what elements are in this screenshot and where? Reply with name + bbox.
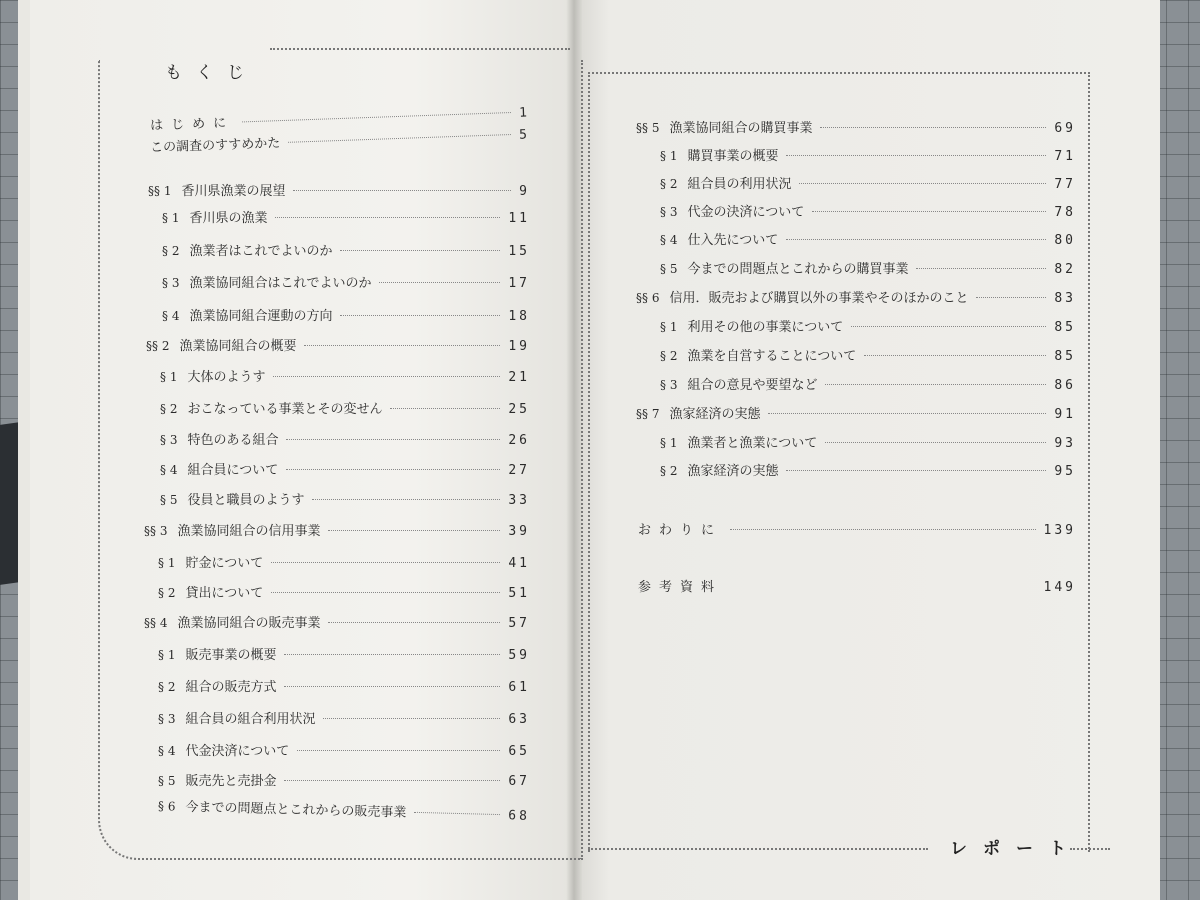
leader-dots bbox=[284, 686, 500, 687]
toc-entry-title: 組合の意見や要望など bbox=[687, 378, 818, 393]
toc-entry bbox=[158, 644, 530, 663]
toc-entry bbox=[660, 145, 1076, 164]
toc-entry-title: 仕入先について bbox=[687, 233, 779, 248]
leader-dots bbox=[799, 183, 1046, 184]
toc-entry bbox=[160, 489, 530, 508]
toc-entry-page: 149 bbox=[1043, 580, 1076, 595]
right-frame-bottom-line bbox=[588, 848, 928, 850]
toc-entry-page: 19 bbox=[508, 339, 530, 354]
toc-entry-page: 27 bbox=[508, 463, 530, 478]
toc-entry bbox=[158, 582, 530, 601]
toc-entry-number: § 1 bbox=[162, 211, 180, 225]
toc-entry bbox=[636, 287, 1076, 306]
toc-entry-page: 61 bbox=[508, 680, 530, 695]
leader-dots bbox=[293, 190, 511, 191]
toc-entry-title: おこなっている事業とその変せん bbox=[187, 402, 383, 417]
toc-entry bbox=[160, 398, 530, 417]
toc-entry-number: §§ 4 bbox=[144, 616, 168, 630]
toc-entry-number: §§ 2 bbox=[146, 339, 170, 353]
leader-dots bbox=[284, 654, 500, 655]
left-frame-top-line bbox=[270, 48, 570, 50]
toc-entry-page: 51 bbox=[508, 586, 530, 601]
toc-entry-number: §§ 7 bbox=[636, 407, 660, 421]
leader-dots bbox=[825, 442, 1046, 443]
toc-entry-number: § 3 bbox=[660, 205, 678, 219]
toc-entry-number: § 3 bbox=[158, 712, 176, 726]
toc-entry bbox=[160, 366, 530, 385]
toc-entry-page: 11 bbox=[508, 211, 530, 226]
toc-entry-number: § 2 bbox=[162, 244, 180, 258]
toc-entry-page: 83 bbox=[1054, 291, 1076, 306]
toc-entry bbox=[144, 520, 530, 539]
leader-dots bbox=[271, 562, 500, 563]
leader-dots bbox=[390, 408, 500, 409]
leader-dots bbox=[812, 211, 1046, 212]
toc-entry-number: §§ 1 bbox=[148, 184, 172, 198]
leader-dots bbox=[730, 586, 1036, 587]
leader-dots bbox=[414, 812, 500, 815]
toc-entry bbox=[636, 117, 1076, 136]
toc-entry bbox=[158, 552, 530, 571]
footer-label: レポート bbox=[950, 839, 1082, 859]
toc-entry-title: 漁業協同組合はこれでよいのか bbox=[189, 276, 372, 291]
toc-entry-page: 67 bbox=[508, 774, 530, 789]
toc-entry-page: 65 bbox=[508, 744, 530, 759]
toc-entry-title: 漁業協同組合の購買事業 bbox=[669, 121, 813, 136]
toc-entry bbox=[660, 345, 1076, 364]
toc-entry-title: 漁業協同組合の販売事業 bbox=[177, 616, 321, 631]
toc-entry bbox=[162, 240, 530, 259]
toc-entry-title: 販売事業の概要 bbox=[185, 648, 277, 663]
toc-entry-title: 漁家経済の実態 bbox=[687, 464, 779, 479]
toc-entry-page: 9 bbox=[519, 184, 530, 199]
toc-entry-page: 85 bbox=[1054, 349, 1076, 364]
toc-entry-title: 組合員について bbox=[187, 463, 279, 478]
toc-entry-number: § 1 bbox=[660, 436, 678, 450]
toc-entry-title: 漁業を自営することについて bbox=[687, 349, 857, 364]
leader-dots bbox=[820, 127, 1046, 128]
toc-entry-title: 組合の販売方式 bbox=[185, 680, 277, 695]
toc-entry-title: 漁業者はこれでよいのか bbox=[189, 244, 333, 259]
toc-entry-number: § 1 bbox=[158, 648, 176, 662]
toc-entry-number: §§ 6 bbox=[636, 291, 660, 305]
toc-entry-title: 特色のある組合 bbox=[187, 433, 279, 448]
toc-entry-number: § 3 bbox=[160, 433, 178, 447]
toc-entry-number: §§ 3 bbox=[144, 524, 168, 538]
toc-entry-number: § 2 bbox=[158, 680, 176, 694]
leader-dots bbox=[284, 780, 500, 781]
toc-entry-page: 33 bbox=[508, 493, 530, 508]
toc-entry-title: 香川県漁業の展望 bbox=[181, 184, 286, 199]
toc-entry-title: 香川県の漁業 bbox=[189, 211, 268, 226]
toc-entry bbox=[146, 335, 530, 354]
toc-entry-page: 91 bbox=[1054, 407, 1076, 422]
toc-entry-page: 69 bbox=[1054, 121, 1076, 136]
leader-dots bbox=[340, 315, 500, 316]
toc-entry bbox=[660, 460, 1076, 479]
toc-entry-page: 82 bbox=[1054, 262, 1076, 277]
toc-entry-page: 63 bbox=[508, 712, 530, 727]
toc-entry-number: § 6 bbox=[157, 799, 176, 814]
toc-entry-page: 85 bbox=[1054, 320, 1076, 335]
toc-entry-number: § 3 bbox=[660, 378, 678, 392]
leader-dots bbox=[288, 134, 511, 143]
toc-entry bbox=[638, 519, 1076, 538]
toc-entry bbox=[162, 207, 530, 226]
toc-entry-page: 26 bbox=[508, 433, 530, 448]
toc-entry-number: § 4 bbox=[660, 233, 678, 247]
leader-dots bbox=[328, 530, 500, 531]
leader-dots bbox=[976, 297, 1046, 298]
toc-entry bbox=[660, 173, 1076, 192]
toc-entry-number: § 2 bbox=[660, 349, 678, 363]
leader-dots bbox=[786, 155, 1046, 156]
toc-entry-title: 漁家経済の実態 bbox=[669, 407, 761, 422]
leader-dots bbox=[864, 355, 1046, 356]
leader-dots bbox=[768, 413, 1046, 414]
toc-entry bbox=[158, 676, 530, 695]
leader-dots bbox=[286, 439, 500, 440]
toc-entry bbox=[636, 403, 1076, 422]
leader-dots bbox=[730, 529, 1036, 530]
toc-entry-number: § 1 bbox=[660, 320, 678, 334]
leader-dots bbox=[304, 345, 500, 346]
toc-entry-page: 18 bbox=[508, 309, 530, 324]
toc-entry-number: § 1 bbox=[660, 149, 678, 163]
toc-entry-page: 59 bbox=[508, 648, 530, 663]
toc-entry-title: はじめに bbox=[149, 115, 235, 134]
leader-dots bbox=[825, 384, 1046, 385]
leader-dots bbox=[312, 499, 500, 500]
leader-dots bbox=[340, 250, 500, 251]
toc-entry bbox=[160, 429, 530, 448]
leader-dots bbox=[242, 112, 511, 122]
toc-entry-number: § 3 bbox=[162, 276, 180, 290]
toc-entry-number: § 5 bbox=[160, 493, 178, 507]
toc-entry-title: 今までの問題点とこれからの販売事業 bbox=[185, 799, 407, 821]
toc-entry-number: § 5 bbox=[660, 262, 678, 276]
leader-dots bbox=[851, 326, 1046, 327]
toc-entry-page: 1 bbox=[518, 105, 531, 121]
toc-entry bbox=[158, 770, 530, 789]
toc-entry-title: 今までの問題点とこれからの購買事業 bbox=[687, 262, 909, 277]
leader-dots bbox=[916, 268, 1046, 269]
toc-entry-title: 貯金について bbox=[185, 556, 264, 571]
toc-entry-title: 組合員の組合利用状況 bbox=[185, 712, 316, 727]
toc-entry bbox=[660, 432, 1076, 451]
toc-entry-page: 41 bbox=[508, 556, 530, 571]
toc-entry-title: この調査のすすめかた bbox=[149, 136, 281, 156]
toc-entry-number: § 1 bbox=[160, 370, 178, 384]
toc-entry-page: 77 bbox=[1054, 177, 1076, 192]
toc-entry-title: 参考資料 bbox=[638, 580, 723, 595]
toc-entry bbox=[158, 740, 530, 759]
toc-entry bbox=[638, 576, 1076, 595]
leader-dots bbox=[297, 750, 500, 751]
toc-entry bbox=[144, 612, 530, 631]
toc-entry-page: 93 bbox=[1054, 436, 1076, 451]
toc-entry-title: 信用．販売および購買以外の事業やそのほかのこと bbox=[669, 291, 969, 306]
toc-entry-title: 貸出について bbox=[185, 586, 264, 601]
toc-entry-page: 86 bbox=[1054, 378, 1076, 393]
leader-dots bbox=[275, 217, 500, 218]
toc-entry-title: 大体のようす bbox=[187, 370, 266, 385]
toc-entry-number: § 5 bbox=[158, 774, 176, 788]
toc-entry bbox=[158, 708, 530, 727]
toc-entry-page: 80 bbox=[1054, 233, 1076, 248]
toc-entry-title: 漁業協同組合運動の方向 bbox=[189, 309, 333, 324]
leader-dots bbox=[273, 376, 500, 377]
toc-entry-title: 代金の決済について bbox=[687, 205, 805, 220]
toc-entry-title: 組合員の利用状況 bbox=[687, 177, 792, 192]
toc-entry-page: 68 bbox=[508, 808, 531, 824]
toc-entry bbox=[660, 229, 1076, 248]
toc-entry-number: § 4 bbox=[160, 463, 178, 477]
toc-entry-title: 代金決済について bbox=[185, 744, 290, 759]
toc-entry-number: § 2 bbox=[160, 402, 178, 416]
toc-entry bbox=[660, 258, 1076, 277]
toc-entry-page: 15 bbox=[508, 244, 530, 259]
toc-entry-number: § 2 bbox=[158, 586, 176, 600]
toc-entry-title: 購買事業の概要 bbox=[687, 149, 779, 164]
toc-entry-page: 25 bbox=[508, 402, 530, 417]
toc-entry-number: § 2 bbox=[660, 177, 678, 191]
toc-entry-number: § 4 bbox=[158, 744, 176, 758]
toc-entry-title: 漁業協同組合の信用事業 bbox=[177, 524, 321, 539]
toc-entry-number: § 2 bbox=[660, 464, 678, 478]
toc-entry-page: 17 bbox=[508, 276, 530, 291]
leader-dots bbox=[328, 622, 500, 623]
toc-entry-page: 5 bbox=[518, 127, 531, 143]
toc-entry-page: 139 bbox=[1043, 523, 1076, 538]
toc-entry-number: § 1 bbox=[158, 556, 176, 570]
toc-entry-page: 71 bbox=[1054, 149, 1076, 164]
leader-dots bbox=[379, 282, 500, 283]
toc-entry bbox=[660, 201, 1076, 220]
toc-entry-title: 役員と職員のようす bbox=[187, 493, 305, 508]
leader-dots bbox=[786, 239, 1046, 240]
toc-entry bbox=[160, 459, 530, 478]
leader-dots bbox=[271, 592, 500, 593]
toc-entry-title: 利用その他の事業について bbox=[687, 320, 844, 335]
toc-entry bbox=[162, 305, 530, 324]
toc-entry-number: § 4 bbox=[162, 309, 180, 323]
toc-entry-title: 漁業者と漁業について bbox=[687, 436, 818, 451]
toc-entry-page: 95 bbox=[1054, 464, 1076, 479]
toc-entry-page: 21 bbox=[508, 370, 530, 385]
leader-dots bbox=[323, 718, 500, 719]
toc-entry-title: 漁業協同組合の概要 bbox=[179, 339, 297, 354]
toc-title: もくじ bbox=[165, 63, 258, 83]
toc-entry-page: 78 bbox=[1054, 205, 1076, 220]
toc-entry-title: おわりに bbox=[638, 523, 723, 538]
leader-dots bbox=[286, 469, 500, 470]
toc-entry-page: 57 bbox=[508, 616, 530, 631]
toc-entry bbox=[148, 180, 530, 199]
toc-entry-title: 販売先と売掛金 bbox=[185, 774, 277, 789]
leader-dots bbox=[786, 470, 1046, 471]
toc-entry-number: §§ 5 bbox=[636, 121, 660, 135]
toc-entry-page: 39 bbox=[508, 524, 530, 539]
toc-entry bbox=[162, 272, 530, 291]
toc-entry bbox=[660, 316, 1076, 335]
toc-entry bbox=[660, 374, 1076, 393]
